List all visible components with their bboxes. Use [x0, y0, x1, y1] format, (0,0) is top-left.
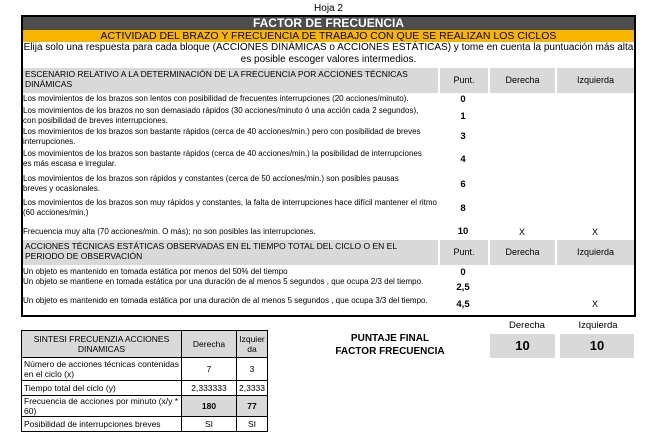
table-row [22, 417, 268, 432]
dynamic-row-text: Los movimientos de los brazos son bastante rápidos (cerca de 40 acciones/min.) la posibilidad de interrupciones es más escasa e irregular. [23, 149, 422, 168]
synthesis-label: Frecuencia de acciones por minuto (x/y * 60) [22, 396, 182, 417]
dynamic-col-right: Derecha [490, 68, 555, 93]
synthesis-col-right: Derecha [182, 331, 237, 358]
synthesis-left: 77 [237, 396, 268, 417]
static-row-text: Un objeto es mantenido en tomada estática por menos del 50% del tiempo [23, 267, 288, 276]
sheet-label: Hoja 2 [314, 3, 343, 14]
final-col-left: Izquierda [578, 320, 618, 331]
dynamic-row-text: Los movimientos de los brazos son lentos con posibilidad de frecuentes interrupciones (20 acciones/minuto). [23, 94, 409, 103]
dynamic-row-points: 3 [460, 131, 466, 142]
synthesis-left: SI [237, 417, 268, 432]
synthesis-header: SINTESI FRECUENZIA ACCIONES DINAMICAS [22, 331, 182, 358]
dynamic-row-text: Frecuencia muy alta (70 acciones/min. O más); no son posibles las interrupciones. [23, 227, 316, 236]
synthesis-right: 2,333333 [182, 381, 237, 396]
dynamic-row-points: 6 [460, 179, 466, 190]
dynamic-row-points: 1 [460, 111, 466, 122]
synthesis-col-left: Izquierda [237, 331, 268, 358]
dynamic-row-points: 10 [457, 226, 469, 237]
static-row-points: 2,5 [456, 282, 470, 293]
static-row-left-mark: X [591, 299, 598, 309]
synthesis-header-row [22, 331, 268, 358]
table-row [22, 381, 268, 396]
dynamic-row-text: Los movimientos de los brazos no son demasiado rápidos (30 acciones/minuto ó una acción cada 2 segundos), con posibilidad de breves interrupciones. [23, 106, 419, 125]
final-label-2: FACTOR FRECUENCIA [335, 346, 445, 357]
static-header: ACCIONES TÉCNICAS ESTÁTICAS OBSERVADAS EN EL TIEMPO TOTAL DEL CICLO O EN EL PERIODO DE OBSERVACIÓN [23, 240, 438, 265]
synthesis-label: Posibilidad de interrupciones breves [22, 417, 182, 432]
dynamic-row-text: Los movimientos de los brazos son muy rápidos y constantes, la falta de interrupciones hace difícil mantener el ritmo (60 acciones/min.) [23, 198, 437, 217]
final-label-1: PUNTAJE FINAL [350, 333, 430, 344]
static-row-text: Un objeto es mantenido en tomada estática por una duración de al menos 5 segundos , que ocupa 3/3 del tiempo. [23, 296, 428, 305]
table-row [22, 358, 268, 381]
static-col-right: Derecha [490, 240, 555, 265]
dynamic-row-left-mark: X [591, 227, 598, 237]
synthesis-label: Tiempo total del ciclo (y) [22, 381, 182, 396]
table-row [22, 396, 268, 417]
instructions [23, 42, 634, 66]
final-col-right: Derecha [509, 320, 545, 331]
synthesis-table [21, 330, 268, 432]
final-left-value: 10 [560, 334, 634, 358]
synthesis-left: 2,3333 [237, 381, 268, 396]
final-right-value: 10 [490, 334, 555, 358]
instruction-line-2: es posible escoger valores intermedios. [240, 54, 417, 65]
synthesis-right: 7 [182, 358, 237, 381]
static-row-points: 4,5 [456, 299, 470, 310]
instruction-line-1: Elija solo una respuesta para cada bloque (ACCIONES DINÁMICAS o ACCIONES ESTÁTICAS) y tome en cuenta la puntuación más alta [23, 42, 634, 53]
dynamic-row-points: 0 [460, 94, 466, 105]
dynamic-row-points: 8 [460, 203, 466, 214]
subtitle: ACTIVIDAD DEL BRAZO Y FRECUENCIA DE TRABAJO CON QUE SE REALIZAN LOS CICLOS [23, 30, 634, 42]
static-col-left: Izquierda [557, 240, 634, 265]
dynamic-header: ESCENARIO RELATIVO A LA DETERMINACIÓN DE LA FRECUENCIA POR ACCIONES TÉCNICAS DINÁMICAS [23, 68, 438, 93]
dynamic-col-punt: Punt. [440, 68, 488, 93]
dynamic-row-text: Los movimientos de los brazos son rápidos y constantes (cerca de 50 acciones/min.) son posibles pausas breves y ocasionales. [23, 174, 399, 193]
synthesis-left: 3 [237, 358, 268, 381]
synthesis-label: Número de acciones técnicas contenidas en el ciclo (x) [22, 358, 182, 381]
dynamic-row-right-mark: X [518, 227, 525, 237]
static-col-punt: Punt. [440, 240, 488, 265]
static-row-text: Un objeto se mantiene en tomada estática por una duración de al menos 5 segundos , que ocupa 2/3 del tiempo. [23, 277, 424, 286]
synthesis-right: SI [182, 417, 237, 432]
dynamic-col-left: Izquierda [557, 68, 634, 93]
dynamic-row-points: 4 [460, 154, 466, 165]
static-row-points: 0 [460, 267, 466, 278]
page-title: FACTOR DE FRECUENCIA [23, 17, 634, 30]
dynamic-row-text: Los movimientos de los brazos son bastante rápidos (cerca de 40 acciones/min.) pero con posibilidad de breves interrupciones. [23, 127, 421, 146]
synthesis-right: 180 [182, 396, 237, 417]
